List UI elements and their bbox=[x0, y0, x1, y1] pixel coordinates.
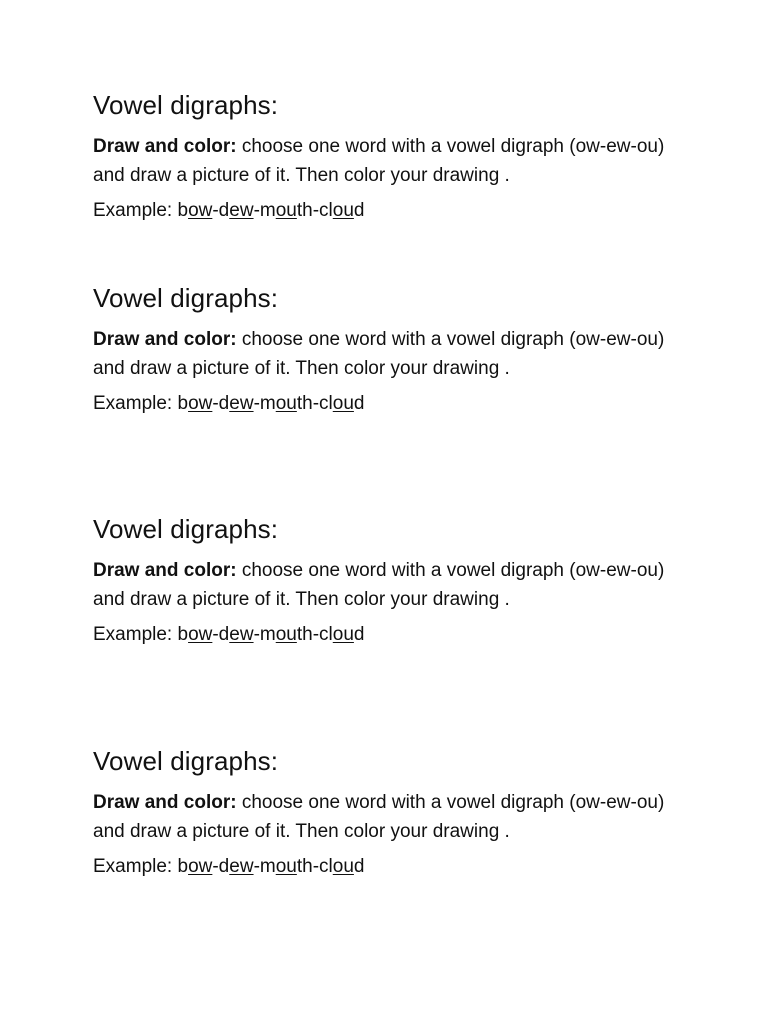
example-line bbox=[93, 198, 693, 224]
example-part: b bbox=[177, 856, 189, 877]
digraph-underlined: ou bbox=[332, 856, 354, 877]
example-part: th-cl bbox=[296, 393, 333, 414]
example-part: -m bbox=[253, 393, 276, 414]
instruction-text: choose one word with a vowel digraph (ow-ew-ou) and draw a picture of it. Then color your drawing . bbox=[93, 329, 665, 379]
example-part: -m bbox=[253, 200, 276, 221]
digraph-underlined: ou bbox=[275, 200, 297, 221]
digraph-underlined: ow bbox=[188, 856, 213, 877]
instruction-label: Draw and color: bbox=[93, 792, 237, 813]
digraph-underlined: ow bbox=[188, 393, 213, 414]
digraph-underlined: ou bbox=[332, 393, 354, 414]
digraph-underlined: ew bbox=[229, 200, 254, 221]
instruction-label: Draw and color: bbox=[93, 136, 237, 157]
digraph-underlined: ou bbox=[275, 856, 297, 877]
example-label: Example: bbox=[93, 200, 178, 221]
example-part: -d bbox=[212, 393, 230, 414]
digraph-underlined: ew bbox=[229, 856, 254, 877]
section-heading: Vowel digraphs: bbox=[93, 283, 279, 313]
example-part: -d bbox=[212, 200, 230, 221]
instruction-paragraph bbox=[93, 556, 683, 614]
digraph-underlined: ou bbox=[332, 624, 354, 645]
digraph-underlined: ou bbox=[275, 624, 297, 645]
example-part: b bbox=[177, 200, 189, 221]
digraph-underlined: ow bbox=[188, 624, 213, 645]
example-part: th-cl bbox=[296, 200, 333, 221]
example-label: Example: bbox=[93, 624, 178, 645]
instruction-paragraph bbox=[93, 788, 683, 846]
instruction-label: Draw and color: bbox=[93, 560, 237, 581]
instruction-label: Draw and color: bbox=[93, 329, 237, 350]
example-part: -m bbox=[253, 856, 276, 877]
instruction-text: choose one word with a vowel digraph (ow-ew-ou) and draw a picture of it. Then color your drawing . bbox=[93, 560, 665, 610]
example-part: th-cl bbox=[296, 624, 333, 645]
activity-section bbox=[93, 512, 693, 648]
example-label: Example: bbox=[93, 393, 178, 414]
example-line bbox=[93, 391, 693, 417]
example-part: th-cl bbox=[296, 856, 333, 877]
instruction-paragraph bbox=[93, 132, 683, 190]
example-part: b bbox=[177, 393, 189, 414]
section-heading: Vowel digraphs: bbox=[93, 746, 279, 776]
section-heading: Vowel digraphs: bbox=[93, 514, 279, 544]
instruction-text: choose one word with a vowel digraph (ow-ew-ou) and draw a picture of it. Then color your drawing . bbox=[93, 792, 665, 842]
digraph-underlined: ou bbox=[332, 200, 354, 221]
example-part: d bbox=[353, 856, 365, 877]
example-part: -d bbox=[212, 856, 230, 877]
example-part: d bbox=[353, 624, 365, 645]
digraph-underlined: ow bbox=[188, 200, 213, 221]
digraph-underlined: ew bbox=[229, 393, 254, 414]
activity-section bbox=[93, 281, 693, 417]
digraph-underlined: ou bbox=[275, 393, 297, 414]
example-line bbox=[93, 854, 693, 880]
instruction-paragraph bbox=[93, 325, 683, 383]
activity-section bbox=[93, 88, 693, 224]
section-heading: Vowel digraphs: bbox=[93, 90, 279, 120]
example-line bbox=[93, 622, 693, 648]
example-label: Example: bbox=[93, 856, 178, 877]
example-part: d bbox=[353, 200, 365, 221]
example-part: -d bbox=[212, 624, 230, 645]
example-part: b bbox=[177, 624, 189, 645]
instruction-text: choose one word with a vowel digraph (ow-ew-ou) and draw a picture of it. Then color your drawing . bbox=[93, 136, 665, 186]
example-part: -m bbox=[253, 624, 276, 645]
digraph-underlined: ew bbox=[229, 624, 254, 645]
activity-section bbox=[93, 744, 693, 880]
example-part: d bbox=[353, 393, 365, 414]
